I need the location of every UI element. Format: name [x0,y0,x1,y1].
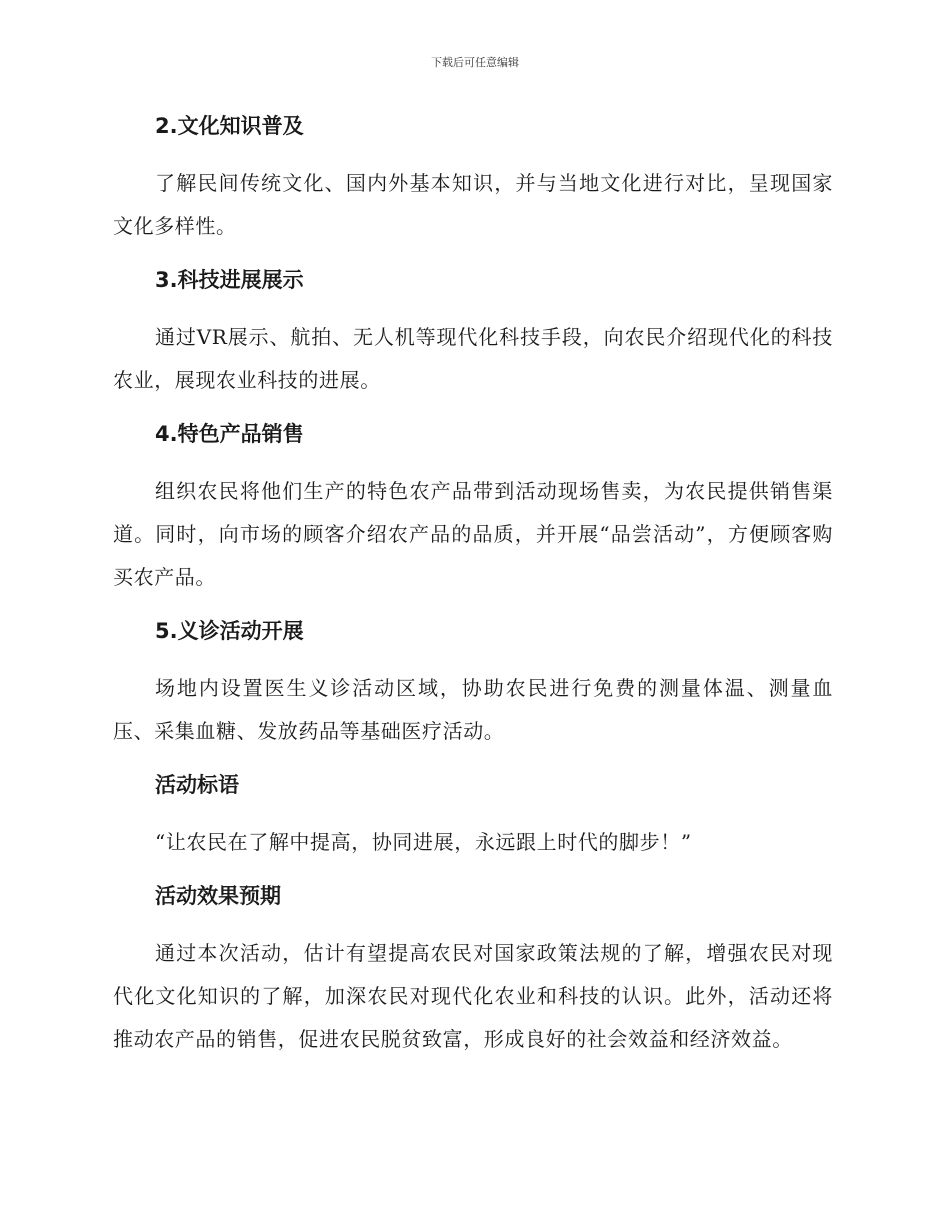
document-body [113,108,833,1061]
section-text-effect: 通过本次活动，估计有望提高农民对国家政策法规的了解，增强农民对现代化文化知识的了解，加深农民对现代化农业和科技的认识。此外，活动还将推动农产品的销售，促进农民脱贫致富，形成良好的社会效益和经济效益。 [113,941,833,1051]
section-text-slogan: “让农民在了解中提高，协同进展，永远跟上时代的脚步！” [155,830,692,854]
section-heading-slogan: 活动标语 [155,773,239,797]
section-heading-products: 4.特色产品销售 [155,422,304,446]
section-text-technology: 通过VR展示、航拍、无人机等现代化科技手段，向农民介绍现代化的科技农业，展现农业科技的进展。 [113,325,833,392]
section-heading-clinic: 5.义诊活动开展 [155,619,304,643]
header-note: 下载后可任意编辑 [431,56,519,69]
section-heading-culture: 2.文化知识普及 [155,114,304,138]
section-text-culture: 了解民间传统文化、国内外基本知识，并与当地文化进行对比，呈现国家文化多样性。 [113,171,833,238]
section-heading-technology: 3.科技进展展示 [155,268,304,292]
section-heading-effect: 活动效果预期 [155,884,281,908]
section-text-products: 组织农民将他们生产的特色农产品带到活动现场售卖，为农民提供销售渠道。同时，向市场的顾客介绍农产品的品质，并开展“品尝活动”，方便顾客购买农产品。 [113,479,833,589]
section-text-clinic: 场地内设置医生义诊活动区域，协助农民进行免费的测量体温、测量血压、采集血糖、发放药品等基础医疗活动。 [113,676,833,743]
